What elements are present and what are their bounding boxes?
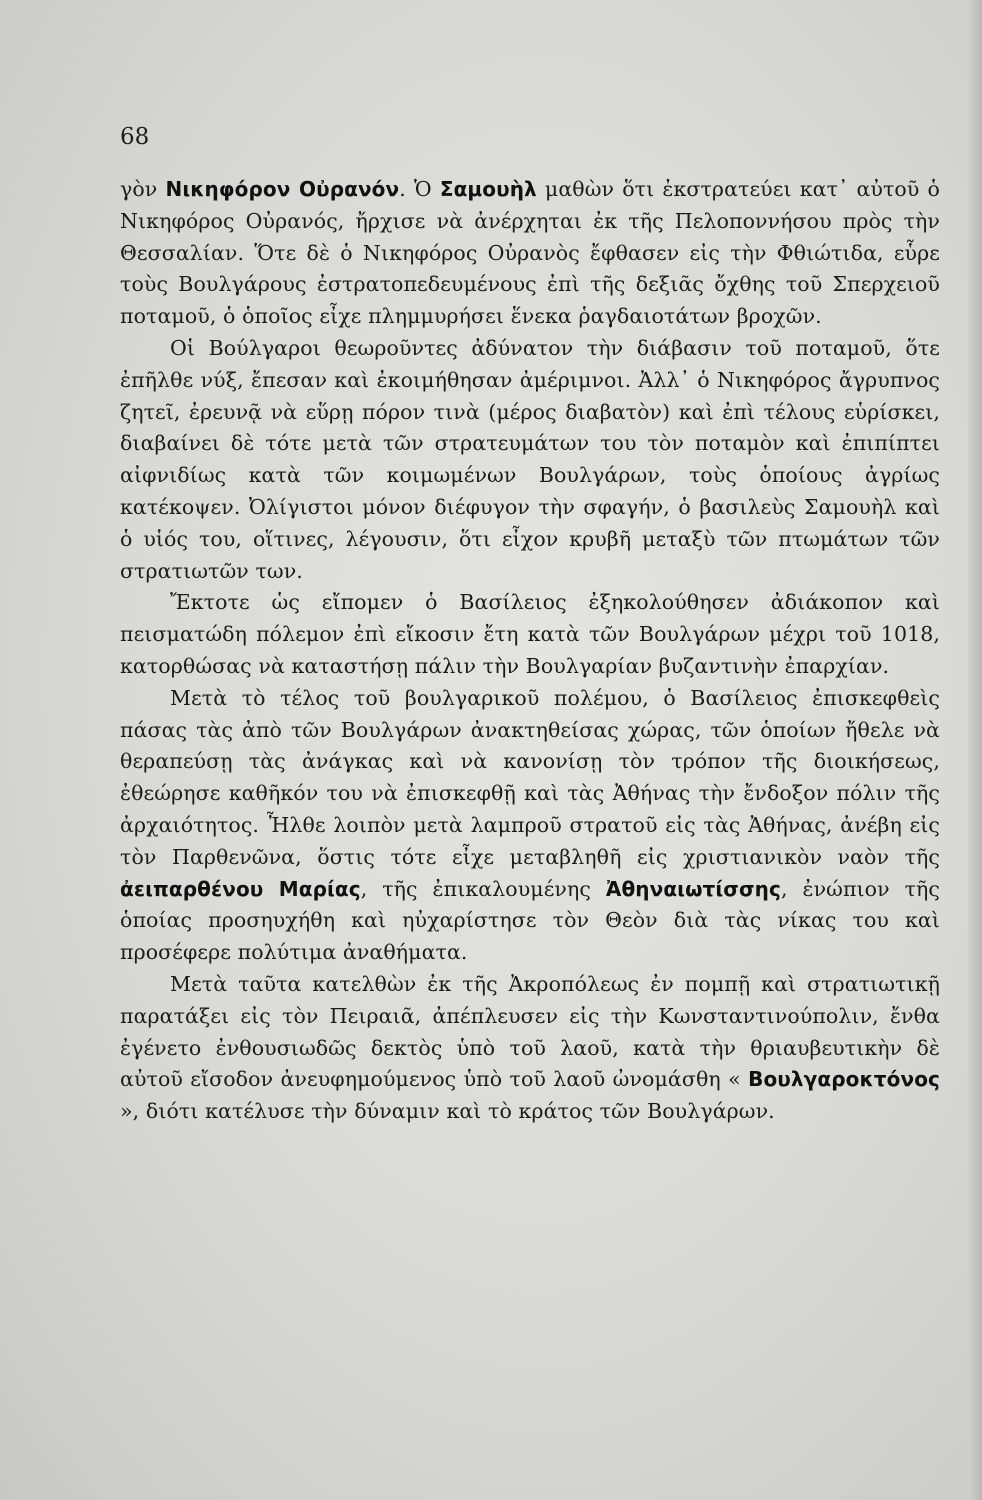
text-run: μαθὼν ὅτι ἐκστρατεύει κατ᾽ αὐτοῦ ὁ Νικηφόρος Οὐρανός, ἤρχισε νὰ ἀνέρχηται ἐκ τῆς Πελοποννήσου πρὸς τὴν Θεσσαλίαν. Ὅτε δὲ ὁ Νικηφόρος Οὐρανὸς ἔφθασεν εἰς τὴν Φθιώτιδα, εὗρε τοὺς Βουλγάρους ἐστρατοπεδευμένους ἐπὶ τῆς δεξιᾶς ὄχθης τοῦ Σπερχειοῦ ποταμοῦ, ὁ ὁποῖος εἶχε πλημμυρήσει ἕνεκα ῥαγδαιοτάτων βροχῶν. xyxy=(120,177,940,329)
text-run: , ἐνώπιον τῆς ὁποίας προσηυχήθη καὶ ηὐχαρίστησε τὸν Θεὸν διὰ τὰς νίκας του καὶ προσέφερε πολύτιμα ἀναθήματα. xyxy=(120,876,940,965)
text-run: γὸν xyxy=(120,177,166,201)
page-number: 68 xyxy=(120,124,150,150)
text-run: Ἔκτοτε ὡς εἴπομεν ὁ Βασίλειος ἐξηκολούθησεν ἀδιάκοπον καὶ πεισματώδη πόλεμον ἐπὶ εἴκοσιν ἔτη κατὰ τῶν Βουλγάρων μέχρι τοῦ 1018, κατορθώσας νὰ καταστήσῃ πάλιν τὴν Βουλγαρίαν βυζαντινὴν ἐπαρχίαν. xyxy=(120,590,940,678)
paragraph xyxy=(120,333,940,587)
text-run: Μετὰ ταῦτα κατελθὼν ἐκ τῆς Ἀκροπόλεως ἐν πομπῇ καὶ στρατιωτικῇ παρατάξει εἰς τὸν Πειραιᾶ, ἀπέπλευσεν εἰς τὴν Κωνσταντινούπολιν, ἔνθα ἐγένετο ἐνθουσιωδῶς δεκτὸς ὑπὸ τοῦ λαοῦ, κατὰ τὴν θριαυβευτικὴν δὲ αὐτοῦ εἴσοδον ἀνευφημούμενος ὑπὸ τοῦ λαοῦ ὠνομάσθη « xyxy=(120,971,940,1092)
emphasized-name: Σαμουὴλ xyxy=(439,177,537,201)
emphasized-name: Βουλγαροκτόνος xyxy=(748,1067,940,1092)
paragraph xyxy=(120,587,940,682)
paragraph xyxy=(120,969,940,1128)
paragraph xyxy=(120,683,940,969)
text-run: Μετὰ τὸ τέλος τοῦ βουλγαρικοῦ πολέμου, ὁ Βασίλειος ἐπισκεφθεὶς πάσας τὰς ἀπὸ τῶν Βουλγάρων ἀνακτηθείσας χώρας, τῶν ὁποίων ἤθελε νὰ θεραπεύσῃ τὰς ἀνάγκας καὶ νὰ κανονίσῃ τὸν τρόπον τῆς διοικήσεως, ἐθεώρησε καθῆκόν του νὰ ἐπισκεφθῇ καὶ τὰς Ἀθήνας τὴν ἔνδοξον πόλιν τῆς ἀρχαιότητος. Ἦλθε λοιπὸν μετὰ λαμπροῦ στρατοῦ εἰς τὰς Ἀθήνας, ἀνέβη εἰς τὸν Παρθενῶνα, ὅστις τότε εἶχε μεταβληθῆ εἰς χριστιανικὸν ναὸν τῆς xyxy=(120,685,940,869)
emphasized-name: ἀειπαρθένου Μαρίας xyxy=(120,876,361,901)
text-run: . Ὁ xyxy=(399,177,440,201)
page-edge-shadow xyxy=(968,0,982,1500)
text-run: , τῆς ἐπικαλουμένης xyxy=(360,876,606,901)
text-run: Οἱ Βούλγαροι θεωροῦντες ἀδύνατον τὴν διάβασιν τοῦ ποταμοῦ, ὅτε ἐπῆλθε νύξ, ἔπεσαν καὶ ἐκοιμήθησαν ἀμέριμνοι. Ἀλλ᾽ ὁ Νικηφόρος ἄγρυπνος ζητεῖ, ἐρευνᾷ νὰ εὕρῃ πόρον τινὰ (μέρος διαβατὸν) καὶ ἐπὶ τέλους εὑρίσκει, διαβαίνει δὲ τότε μετὰ τῶν στρατευμάτων του τὸν ποταμὸν καὶ ἐπιπίπτει αἰφνιδίως κατὰ τῶν κοιμωμένων Βουλγάρων, τοὺς ὁποίους ἀγρίως κατέκοψεν. Ὀλίγιστοι μόνον διέφυγον τὴν σφαγήν, ὁ βασιλεὺς Σαμουὴλ καὶ ὁ υἱός του, οἵτινες, λέγουσιν, ὅτι εἶχον κρυβῆ μεταξὺ τῶν πτωμάτων τῶν στρατιωτῶν των. xyxy=(120,335,940,583)
paragraph xyxy=(120,174,940,333)
emphasized-name: Ἀθηναιωτίσσης xyxy=(605,876,781,901)
text-run: », διότι κατέλυσε τὴν δύναμιν καὶ τὸ κράτος τῶν Βουλγάρων. xyxy=(120,1099,775,1124)
body-text xyxy=(120,174,940,1128)
emphasized-name: Νικηφόρον Οὐρανόν xyxy=(165,177,400,201)
